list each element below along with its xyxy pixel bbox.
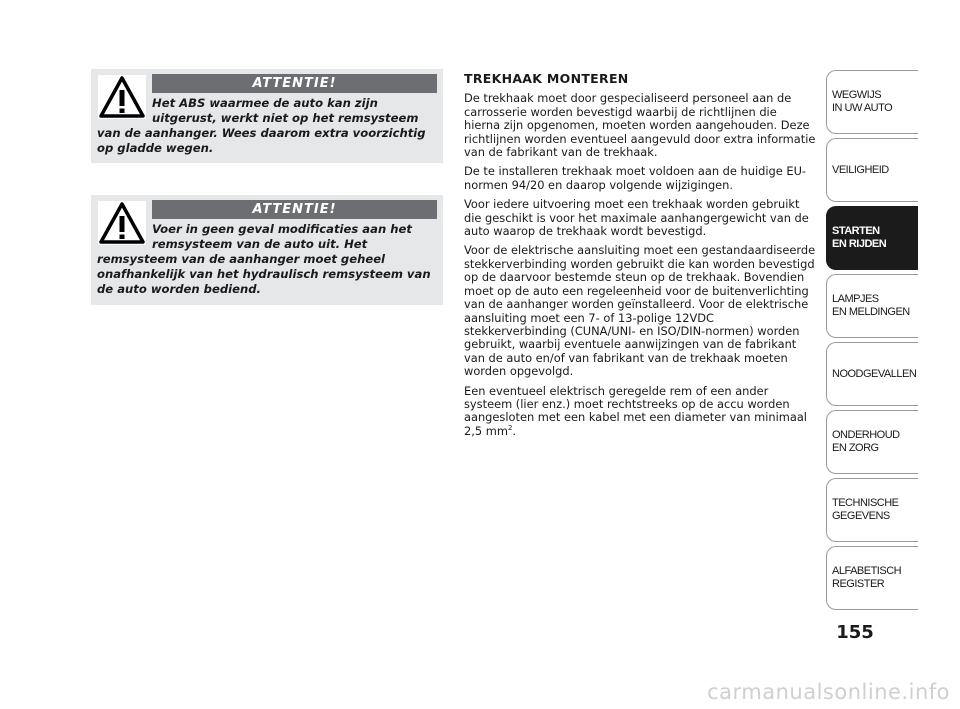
- warning-text: Het ABS waarmee de auto kan zijn uitgerust, werkt niet op het remsysteem van de aanhanger. Wees daarom extra voorzichtig op gladde wegen.: [97, 96, 426, 155]
- tab-label: EN RIJDEN: [832, 238, 887, 250]
- tab-label: VEILIGHEID: [832, 163, 889, 176]
- tab-label: IN UW AUTO: [832, 102, 893, 114]
- paragraph: Voor de elektrische aansluiting moet een gestandaardiseerde stekkerverbinding worden gebruikt die kan worden bevestigd op de daarvoor bestemde steun op de trekhaak. Bovendien moet op de auto een regeleenheid voor de buitenverlichting van de aanhanger worden geïnstalleerd. Voor de elektrische aansluiting moet een 7- of 13-polige 12VDC stekkerverbinding (CUNA/UNI- en ISO/DIN-normen) worden gebruikt, waarbij eventuele aanwijzingen van de fabrikant van de auto en/of van fabrikant van de trekhaak moeten worden opgevolgd.: [464, 243, 816, 379]
- paragraph-text: Een eventueel elektrisch geregelde rem of een ander systeem (lier enz.) moet rechtstreeks op de accu worden aangesloten met een kabel met een diameter van minimaal 2,5 mm: [464, 383, 807, 438]
- tab-label: NOODGEVALLEN: [832, 367, 917, 380]
- tab-alfabetisch[interactable]: [826, 546, 918, 610]
- paragraph: De trekhaak moet door gespecialiseerd personeel aan de carrosserie worden bevestigd waarbij de richtlijnen die hierna zijn opgenomen, moeten worden aangehouden. Deze richtlijnen worden eventueel aangevuld door extra informatie van de fabrikant van de trekhaak.: [464, 91, 816, 160]
- superscript: 2: [507, 423, 513, 432]
- warning-box-abs: [91, 69, 443, 163]
- tab-wegwijs[interactable]: [826, 70, 918, 134]
- paragraph: Voor iedere uitvoering moet een trekhaak worden gebruikt die geschikt is voor het maximale aanhangergewicht van de auto waarop de trekhaak wordt bevestigd.: [464, 197, 809, 239]
- tab-technische[interactable]: [826, 478, 918, 542]
- tab-label: ALFABETISCH: [832, 565, 902, 577]
- section-title: TREKHAAK MONTEREN: [464, 71, 629, 86]
- section-trekhaak: [464, 72, 816, 444]
- chapter-tabs: [826, 70, 918, 614]
- watermark: carmanualsonline.info: [707, 680, 950, 704]
- tab-label: REGISTER: [832, 578, 885, 590]
- tab-label: EN MELDINGEN: [832, 306, 910, 318]
- tab-label: TECHNISCHE: [832, 497, 899, 509]
- tab-label: STARTEN: [832, 225, 880, 237]
- paragraph-last: [464, 385, 816, 439]
- tab-lampjes[interactable]: [826, 274, 918, 338]
- tab-starten[interactable]: [826, 206, 918, 270]
- end-punct: .: [512, 423, 517, 438]
- tab-onderhoud[interactable]: [826, 410, 918, 474]
- warning-header: ATTENTIE!: [152, 200, 437, 219]
- page-number: 155: [836, 622, 874, 643]
- tab-label: EN ZORG: [832, 442, 879, 454]
- warning-box-brakes: [91, 195, 443, 305]
- tab-label: WEGWIJS: [832, 89, 882, 101]
- warning-text: Voer in geen geval modificaties aan het remsysteem van de auto uit. Het remsysteem van de aanhanger moet geheel onafhankelijk van het hydraulisch remsysteem van de auto worden bediend.: [97, 222, 431, 296]
- tab-label: GEGEVENS: [832, 510, 890, 522]
- tab-label: LAMPJES: [832, 293, 879, 305]
- paragraph: De te installeren trekhaak moet voldoen aan de huidige EU-normen 94/20 en daarop volgende wijzigingen.: [464, 164, 807, 192]
- tab-noodgevallen[interactable]: [826, 342, 918, 406]
- warning-header: ATTENTIE!: [152, 74, 437, 93]
- tab-veiligheid[interactable]: [826, 138, 918, 202]
- tab-label: ONDERHOUD: [832, 429, 900, 441]
